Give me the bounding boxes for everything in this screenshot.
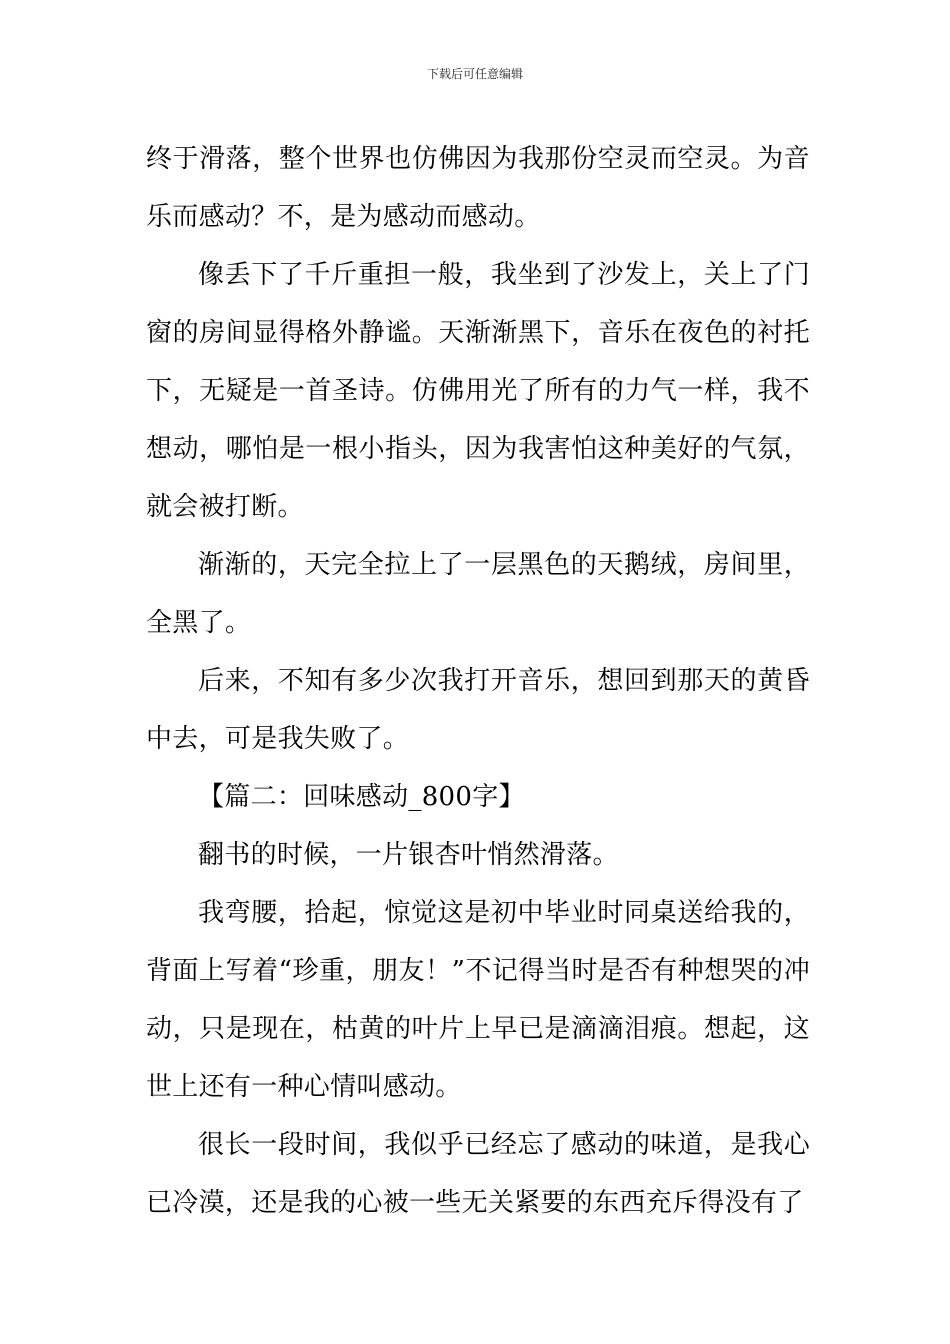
paragraph: 渐渐的，天完全拉上了一层黑色的天鹅绒，房间里，全黑了。 <box>146 550 810 638</box>
paragraph: 翻书的时候，一片银杏叶悄然滑落。 <box>198 840 619 870</box>
body-text <box>146 130 810 1232</box>
paragraph: 我弯腰，拾起，惊觉这是初中毕业时同桌送给我的，背面上写着“珍重，朋友！”不记得当时是否有种想哭的冲动，只是现在，枯黄的叶片上早已是滴滴泪痕。想起，这世上还有一种心情叫感动。 <box>146 898 810 1102</box>
paragraph: 很长一段时间，我似乎已经忘了感动的味道，是我心已冷漠，还是我的心被一些无关紧要的东西充斥得没有了 <box>146 1130 810 1218</box>
page-header: 下载后可任意编辑 <box>426 67 523 81</box>
paragraph: 像丢下了千斤重担一般，我坐到了沙发上，关上了门窗的房间显得格外静谧。天渐渐黑下，音乐在夜色的衬托下，无疑是一首圣诗。仿佛用光了所有的力气一样，我不想动，哪怕是一根小指头，因为我害怕这种美好的气氛，就会被打断。 <box>146 260 810 522</box>
paragraph: 终于滑落，整个世界也仿佛因为我那份空灵而空灵。为音乐而感动？不，是为感动而感动。 <box>146 144 810 232</box>
paragraph: 后来，不知有多少次我打开音乐，想回到那天的黄昏中去，可是我失败了。 <box>146 666 810 754</box>
section-heading: 【篇二：回味感动_800字】 <box>198 782 525 812</box>
